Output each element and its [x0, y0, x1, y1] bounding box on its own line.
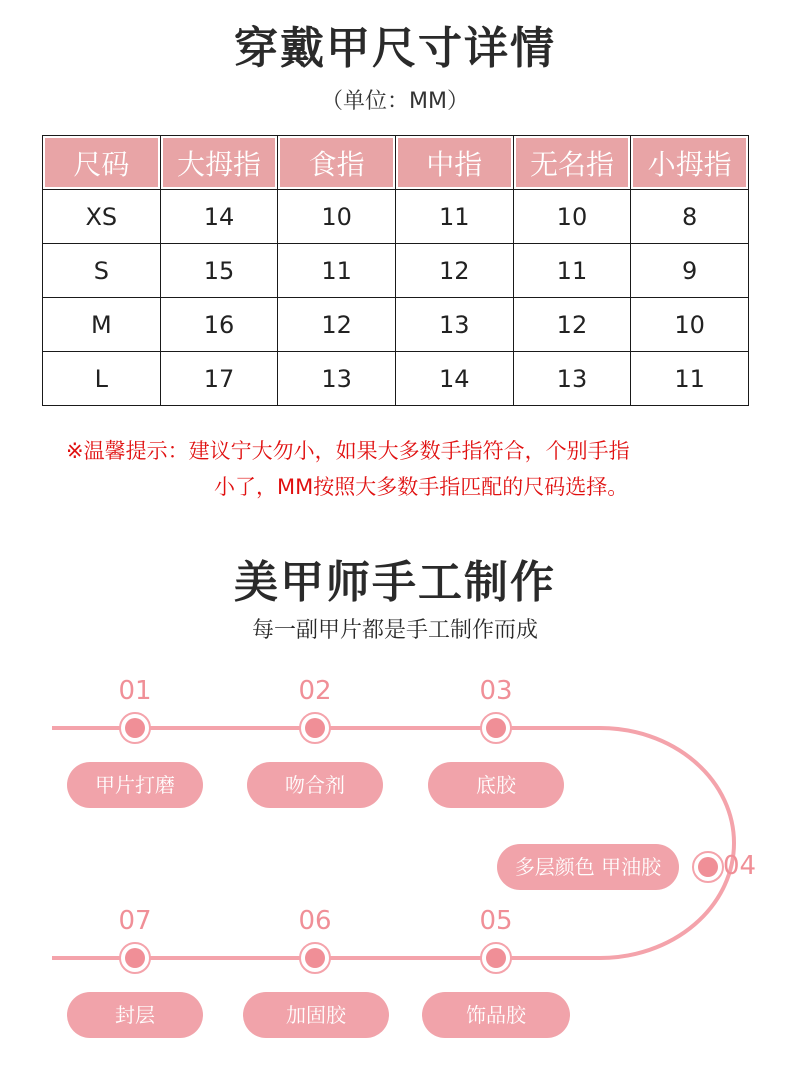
header-cell: 尺码 — [43, 136, 161, 190]
step-label-04: 多层颜色 甲油胶 — [497, 844, 679, 890]
table-cell: 11 — [631, 352, 749, 406]
table-cell: 11 — [513, 244, 631, 298]
step-number-04: 04 — [723, 851, 757, 881]
table-cell: 12 — [278, 298, 396, 352]
table-cell: 14 — [395, 352, 513, 406]
table-cell: S — [43, 244, 161, 298]
step-number-05: 05 — [479, 906, 513, 936]
table-cell: 10 — [513, 190, 631, 244]
header-cell: 小拇指 — [631, 136, 749, 190]
step-number-01: 01 — [118, 676, 152, 706]
table-cell: 12 — [513, 298, 631, 352]
header-cell: 食指 — [278, 136, 396, 190]
table-cell: M — [43, 298, 161, 352]
table-cell: 9 — [631, 244, 749, 298]
step-label-05: 饰品胶 — [422, 992, 570, 1038]
table-cell: 14 — [160, 190, 278, 244]
step-dot-01 — [120, 713, 150, 743]
tip-line-2: 小了，MM按照大多数手指匹配的尺码选择。 — [214, 475, 629, 499]
tip-line-1: ※温馨提示：建议宁大勿小，如果大多数手指符合，个别手指 — [66, 439, 630, 463]
step-dot-04 — [693, 852, 723, 882]
step-number-03: 03 — [479, 676, 513, 706]
table-cell: 8 — [631, 190, 749, 244]
step-dot-07 — [120, 943, 150, 973]
table-cell: 16 — [160, 298, 278, 352]
size-title: 穿戴甲尺寸详情 — [234, 23, 556, 74]
process-subtitle: 每一副甲片都是手工制作而成 — [251, 618, 538, 643]
table-cell: 13 — [395, 298, 513, 352]
step-label-06: 加固胶 — [243, 992, 389, 1038]
table-cell: XS — [43, 190, 161, 244]
step-label-01: 甲片打磨 — [67, 762, 203, 808]
step-label-07: 封层 — [67, 992, 203, 1038]
header-cell: 大拇指 — [160, 136, 278, 190]
table-cell: 10 — [278, 190, 396, 244]
table-cell: 13 — [513, 352, 631, 406]
table-cell: 15 — [160, 244, 278, 298]
step-number-07: 07 — [118, 906, 152, 936]
table-cell: 10 — [631, 298, 749, 352]
table-cell: 11 — [395, 190, 513, 244]
step-label-03: 底胶 — [428, 762, 564, 808]
table-cell: L — [43, 352, 161, 406]
step-number-06: 06 — [298, 906, 332, 936]
table-cell: 17 — [160, 352, 278, 406]
header-cell: 中指 — [395, 136, 513, 190]
table-cell: 12 — [395, 244, 513, 298]
step-number-02: 02 — [298, 676, 332, 706]
table-cell: 13 — [278, 352, 396, 406]
process-title: 美甲师手工制作 — [234, 557, 556, 608]
header-cell: 无名指 — [513, 136, 631, 190]
table-cell: 11 — [278, 244, 396, 298]
step-dot-03 — [481, 713, 511, 743]
step-dot-06 — [300, 943, 330, 973]
step-label-02: 吻合剂 — [247, 762, 383, 808]
step-dot-02 — [300, 713, 330, 743]
unit-label: （单位：MM） — [321, 89, 469, 114]
step-dot-05 — [481, 943, 511, 973]
